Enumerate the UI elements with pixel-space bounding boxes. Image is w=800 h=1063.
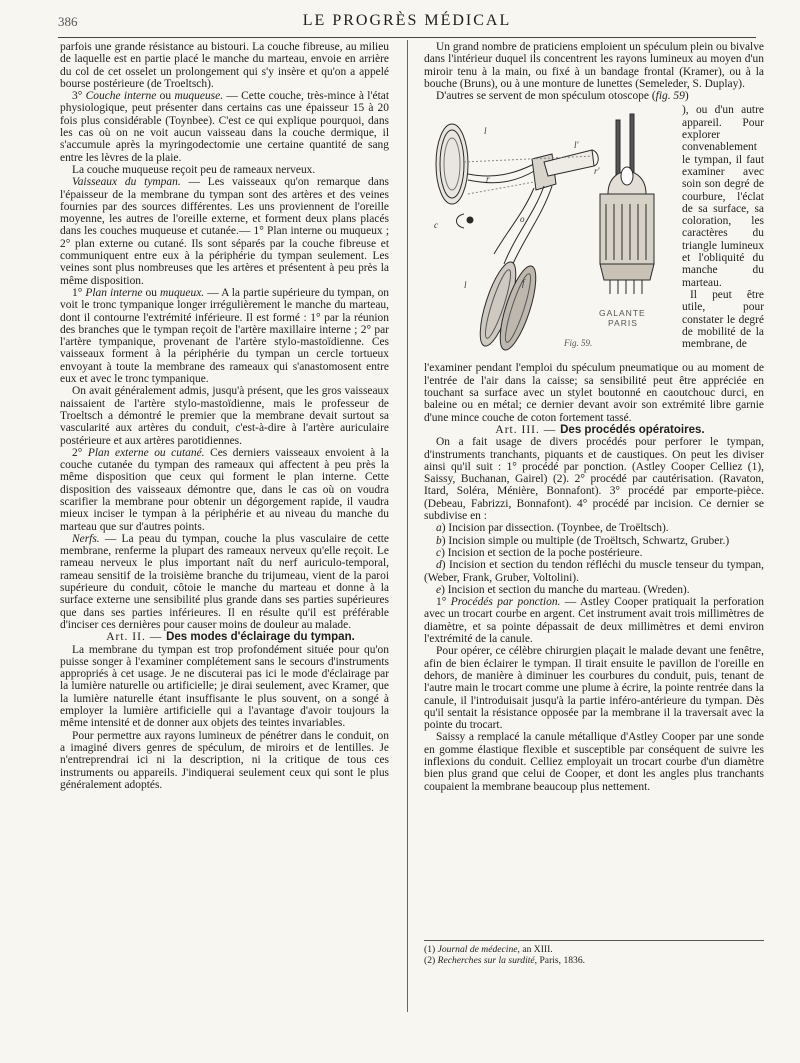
svg-text:c: c <box>434 220 438 231</box>
svg-text:l: l <box>484 126 487 137</box>
paragraph: On a fait usage de divers procédés pour perforer le tympan, d'instruments tranchants, piquants et de caustiques. On peut les diviser ainsi qu'il suit : 1° procédé par ponction. (Astley Cooper Celliez (1), Saissy, Buchanan, Gairel) (2). 2° procédé par cautérisation. (Ravaton, Itard, Soléra, Ménière, Bonnafont). 3° procédé par emporte-pièce. (Debeau, Fabrizzi, Bonnafont). 4° procédé par incision. Ce dernier se subdivise en : <box>424 436 764 523</box>
list-item: b) Incision simple ou multiple (de Troëltsch, Schwartz, Gruber.) <box>436 534 730 547</box>
left-column <box>60 41 389 791</box>
paragraph: La couche muqueuse reçoit peu de rameaux nerveux. <box>72 163 316 176</box>
svg-text:o: o <box>520 214 525 225</box>
right-column <box>424 41 764 793</box>
figure-59 <box>424 104 672 362</box>
svg-text:l': l' <box>574 140 579 151</box>
paragraph: 1° Procédés par ponction. — Astley Cooper pratiquait la perforation avec un trocart courbe en argent. Cet instrument avait trois millimètres de diamètre, et sa pointe dépassait de deux millimètres et demi environ l'extrémité de la canule. <box>424 596 765 646</box>
paragraph: Pour permettre aux rayons lumineux de pénétrer dans le conduit, on a imaginé divers genres de spéculum, de miroirs et de lentilles. Je n'entreprendrai ici ni la description, ni la critique de tous ces instruments ou appareils. J'indiquerai seulement ceux qui sont le plus généralement adoptés. <box>60 729 389 791</box>
otoscope-illustration <box>424 104 672 362</box>
paragraph: Pour opérer, ce célèbre chirurgien plaçait le malade devant une fenêtre, afin de bien éclairer le tympan. Il tirait ensuite le pavillon de l'oreille en dehors, de manière à diminuer les courbures du conduit, puis, tenant de l'autre main le trocart comme une plume à écrire, la pointe rentrée dans la canule, il l'introduisait jusqu'à la partie inféro-antérieure du tympan. Dès qu'il sentait la résistance opposée par la membrane il la traversait avec la pointe du trocart. <box>424 645 764 732</box>
svg-text:r': r' <box>594 166 600 177</box>
column-divider <box>407 40 408 1012</box>
journal-title: LE PROGRÈS MÉDICAL <box>302 12 512 29</box>
figure-block <box>424 104 764 362</box>
footnote: (1) Journal de médecine, an XIII. <box>424 944 553 955</box>
paragraph: 2° Plan externe ou cutané. Ces derniers vaisseaux envoient à la couche cutanée du tympan des rameaux qui affectent à peu près la même disposition que ceux qui forment le plan interne. Cette disposition des vaisseaux démontre que, dans le cas où on voudra scarifier la membrane pour obtenir un dégorgement rapide, il vaudra mieux inciser le tympan à la périphérie et au niveau du manche du marteau que sur d'autres points. <box>60 446 389 533</box>
paragraph: Nerfs. — La peau du tympan, couche la plus vasculaire de cette membrane, renferme la plupart des rameaux nerveux qu'elle reçoit. Le rameau nerveux le plus important naît du nerf auriculo-temporal, rameau sensitif de la troisième branche du trijumeau, vient de la paroi supérieure du conduit, côtoie le manche du marteau et donne à la surface externe une sensibilité plus grande dans ses parties supérieures que dans ses parties inférieures. Il en résulte qu'il est préférable d'inciser ces dernières pour causer moins de douleur au malade. <box>60 532 389 631</box>
paragraph: D'autres se servent de mon spéculum otoscope (fig. 59) <box>436 90 689 103</box>
list-item: e) Incision et section du manche du marteau. (Wreden). <box>436 583 690 596</box>
figure-maker-mark: GALANTE <box>599 308 646 319</box>
list-item: a) Incision par dissection. (Toynbee, de Troëltsch). <box>436 522 669 535</box>
paragraph: 1° Plan interne ou muqueux. — A la partie supérieure du tympan, on voit le tronc tympanique longer irrégulièrement le manche du marteau, dont il contourne l'extrémité inférieure. Il est formé : 1° par la réunion des branches que le tympan reçoit de l'artère maxillaire interne ; 2° par l'artère tympanique, provenant de l'artère stylo-mastoïdienne. Ces vaisseaux forment à la périphérie du tympan un cercle tortueux envoyant à toute la membrane des rameaux qui s'anastomosent entre eux et avec le tronc tympanique. <box>60 286 390 386</box>
list-item: c) Incision et section de la poche postérieure. <box>436 546 643 559</box>
footnote-rule <box>424 940 764 941</box>
paragraph: Saissy a remplacé la canule métallique d'Astley Cooper par une sonde en gomme élastique flexible et susceptible par conséquent de suivre les inflexions du conduit. Celliez employait un trocart courbe d'un diamètre bien plus grand que celui de Cooper, et dont les angles plus tranchants coupaient la membrane beaucoup plus nettement. <box>424 731 764 793</box>
paragraph: Un grand nombre de praticiens emploient un spéculum plein ou bivalve dans l'intérieur duquel ils concentrent les rayons lumineux au moyen d'un miroir tenu à la main, ou fixé à un bandage frontal (Kramer), ou à la bouche (Bruns), ou à une monture de lunettes (Semeleder, S. Duplay). <box>424 41 764 90</box>
section-heading-art2: Art. II. — Des modes d'éclairage du tympan. <box>106 631 355 644</box>
page-number: 386 <box>58 14 78 29</box>
figure-city-mark: PARIS <box>608 318 638 329</box>
section-heading-art3: Art. III. — Des procédés opératoires. <box>495 423 705 436</box>
paragraph: On avait généralement admis, jusqu'à présent, que les gros vaisseaux naissaient de l'artère stylo-mastoïdienne, mais le professeur de Troeltsch a démontré le premier que la membrane devait surtout sa vascularité aux artères du conduit, c'est-à-dire à l'artère auriculaire postérieure et aux artères parotidiennes. <box>60 385 389 447</box>
footnotes <box>424 940 764 966</box>
svg-text:l: l <box>464 280 467 291</box>
page-header <box>58 12 756 36</box>
figure-side-text: ), ou d'un autre appareil. Pour explorer convenablement le tympan, il faut examiner avec soin son degré de courbure, l'éclat de sa surface, sa coloration, les caractères du triangle lumineux et l'obliquité du manche du marteau. Il peut être utile, pour constater le degré de mobilité de la membrane, de <box>682 104 764 351</box>
list-item: d) Incision et section du tendon réfléchi du muscle tenseur du tympan, (Weber, Frank, Gruber, Voltolini). <box>424 559 764 584</box>
paragraph: Vaisseaux du tympan. — Les vaisseaux qu'on remarque dans l'épaisseur de la membrane du tympan sont des artères et des veines fournies par des sources différentes. Les uns proviennent de l'oreille moyenne, les autres de l'oreille externe, et forment deux plans placés dans les couches muqueuse et cutanée.— 1° Plan interne ou muqueux ; 2° plan externe ou cutané. Ils sont séparés par la couche fibreuse et communiquent entre eux à la périphérie du tympan seulement. Les veines sont plus nombreuses que les artères et présentent à peu près la même disposition. <box>60 176 390 287</box>
svg-text:r: r <box>486 174 490 185</box>
svg-text:f: f <box>522 278 525 289</box>
figure-caption: Fig. 59. <box>564 338 593 349</box>
paragraph: l'examiner pendant l'emploi du spéculum pneumatique ou au moment de l'entrée de l'air dans la caisse; sa sensibilité peut être appréciée en touchant sa surface avec un stylet boutonné en caoutchouc durci, en baleine ou en métal; ce dernier devant avoir son extrémité libre garnie d'une mince couche de coton fortement tassé. <box>424 362 764 424</box>
header-rule <box>58 37 756 38</box>
paragraph: parfois une grande résistance au bistouri. La couche fibreuse, au milieu de laquelle est en partie placé le manche du marteau, envoie en arrière du col de cet osselet un prolongement qui s'y insère et qu'on a appelé bourse postérieure (de Troeltsch). <box>60 41 389 90</box>
footnote: (2) Recherches sur la surdité, Paris, 1836. <box>424 955 586 966</box>
paragraph: 3° Couche interne ou muqueuse. — Cette couche, très-mince à l'état physiologique, peut présenter dans certains cas une épaisseur 15 à 20 fois plus considérable (Toynbee). C'est ce qui explique pourquoi, dans les cas où on ne voit aucun vaisseau dans la couche dermique, il s'accumule après la myringodectomie une certaine quantité de sang entre les lèvres de la plaie. <box>60 90 390 164</box>
paragraph: La membrane du tympan est trop profondément située pour qu'on puisse songer à l'examiner complétement sans le secours d'instruments appropriés à cet usage. Je ne discuterai pas ici le mode d'éclairage par la lumière naturelle ou artificielle; je dirai seulement, avec Kramer, que la lumière naturelle étant insuffisante le plus souvent, on a songé à employer la lumière artificielle qui a l'avantage d'avoir toujours la même intensité et de donner aux objets des teintes invariables. <box>60 643 389 730</box>
